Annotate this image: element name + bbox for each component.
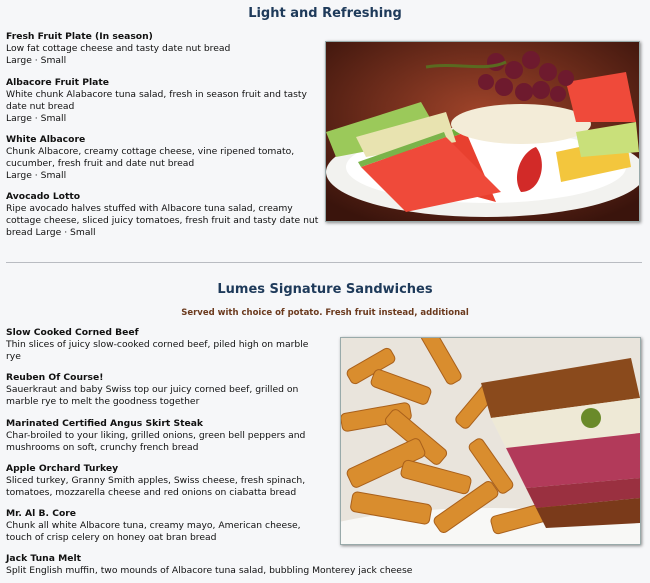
section-title-sandwiches: Lumes Signature Sandwiches [217, 282, 433, 297]
item-name: Apple Orchard Turkey [6, 463, 119, 474]
item-desc: Sauerkraut and baby Swiss top our juicy corned beef, grilled on marble rye to melt the goodness together [6, 384, 299, 407]
menu-item-albacore-fruit-plate [6, 77, 324, 125]
section-divider [6, 262, 642, 263]
item-name: Jack Tuna Melt [6, 553, 82, 564]
item-desc: Split English muffin, two mounds of Albacore tuna salad, bubbling Monterey jack cheese [6, 565, 413, 576]
item-sizes: Large · Small [6, 113, 67, 124]
item-name: White Albacore [6, 134, 86, 145]
item-sizes: Large · Small [6, 55, 67, 66]
menu-item-mr-al-b-core [6, 508, 324, 544]
menu-item-skirt-steak [6, 418, 324, 454]
fruit-plate-photo [325, 41, 640, 222]
item-desc: Sliced turkey, Granny Smith apples, Swiss cheese, fresh spinach, tomatoes, mozzarella cheese and red onions on ciabatta bread [6, 475, 306, 498]
menu-item-apple-orchard-turkey [6, 463, 324, 499]
item-desc: Ripe avocado halves stuffed with Albacore tuna salad, creamy cottage cheese, sliced juicy tomatoes, fresh fruit and tasty date nut bread Large · Small [6, 203, 319, 238]
menu-item-corned-beef [6, 327, 324, 363]
item-sizes: Large · Small [6, 170, 67, 181]
item-name: Marinated Certified Angus Skirt Steak [6, 418, 204, 429]
item-name: Avocado Lotto [6, 191, 81, 202]
menu-item-avocado-lotto [6, 191, 324, 239]
menu-item-reuben [6, 372, 324, 408]
item-desc: Char-broiled to your liking, grilled onions, green bell peppers and mushrooms on soft, crunchy french bread [6, 430, 306, 453]
item-name: Reuben Of Course! [6, 372, 104, 383]
item-desc: Chunk all white Albacore tuna, creamy mayo, American cheese, touch of crisp celery on honey oat bran bread [6, 520, 301, 543]
item-desc: White chunk Alabacore tuna salad, fresh in season fruit and tasty date nut bread [6, 89, 307, 112]
item-desc: Thin slices of juicy slow-cooked corned beef, piled high on marble rye [6, 339, 309, 362]
sandwich-fries-photo [340, 337, 641, 545]
item-name: Albacore Fruit Plate [6, 77, 109, 88]
section-title-light: Light and Refreshing [248, 6, 402, 21]
item-name: Fresh Fruit Plate (In season) [6, 31, 153, 42]
item-name: Slow Cooked Corned Beef [6, 327, 139, 338]
menu-item-fresh-fruit-plate [6, 31, 324, 67]
section-subtitle: Served with choice of potato. Fresh fruit instead, additional [181, 308, 469, 318]
menu-item-white-albacore [6, 134, 324, 182]
item-desc: Chunk Albacore, creamy cottage cheese, vine ripened tomato, cucumber, fresh fruit and date nut bread [6, 146, 295, 169]
item-desc: Low fat cottage cheese and tasty date nut bread [6, 43, 231, 54]
item-name: Mr. Al B. Core [6, 508, 77, 519]
menu-item-jack-tuna-melt [6, 553, 646, 577]
